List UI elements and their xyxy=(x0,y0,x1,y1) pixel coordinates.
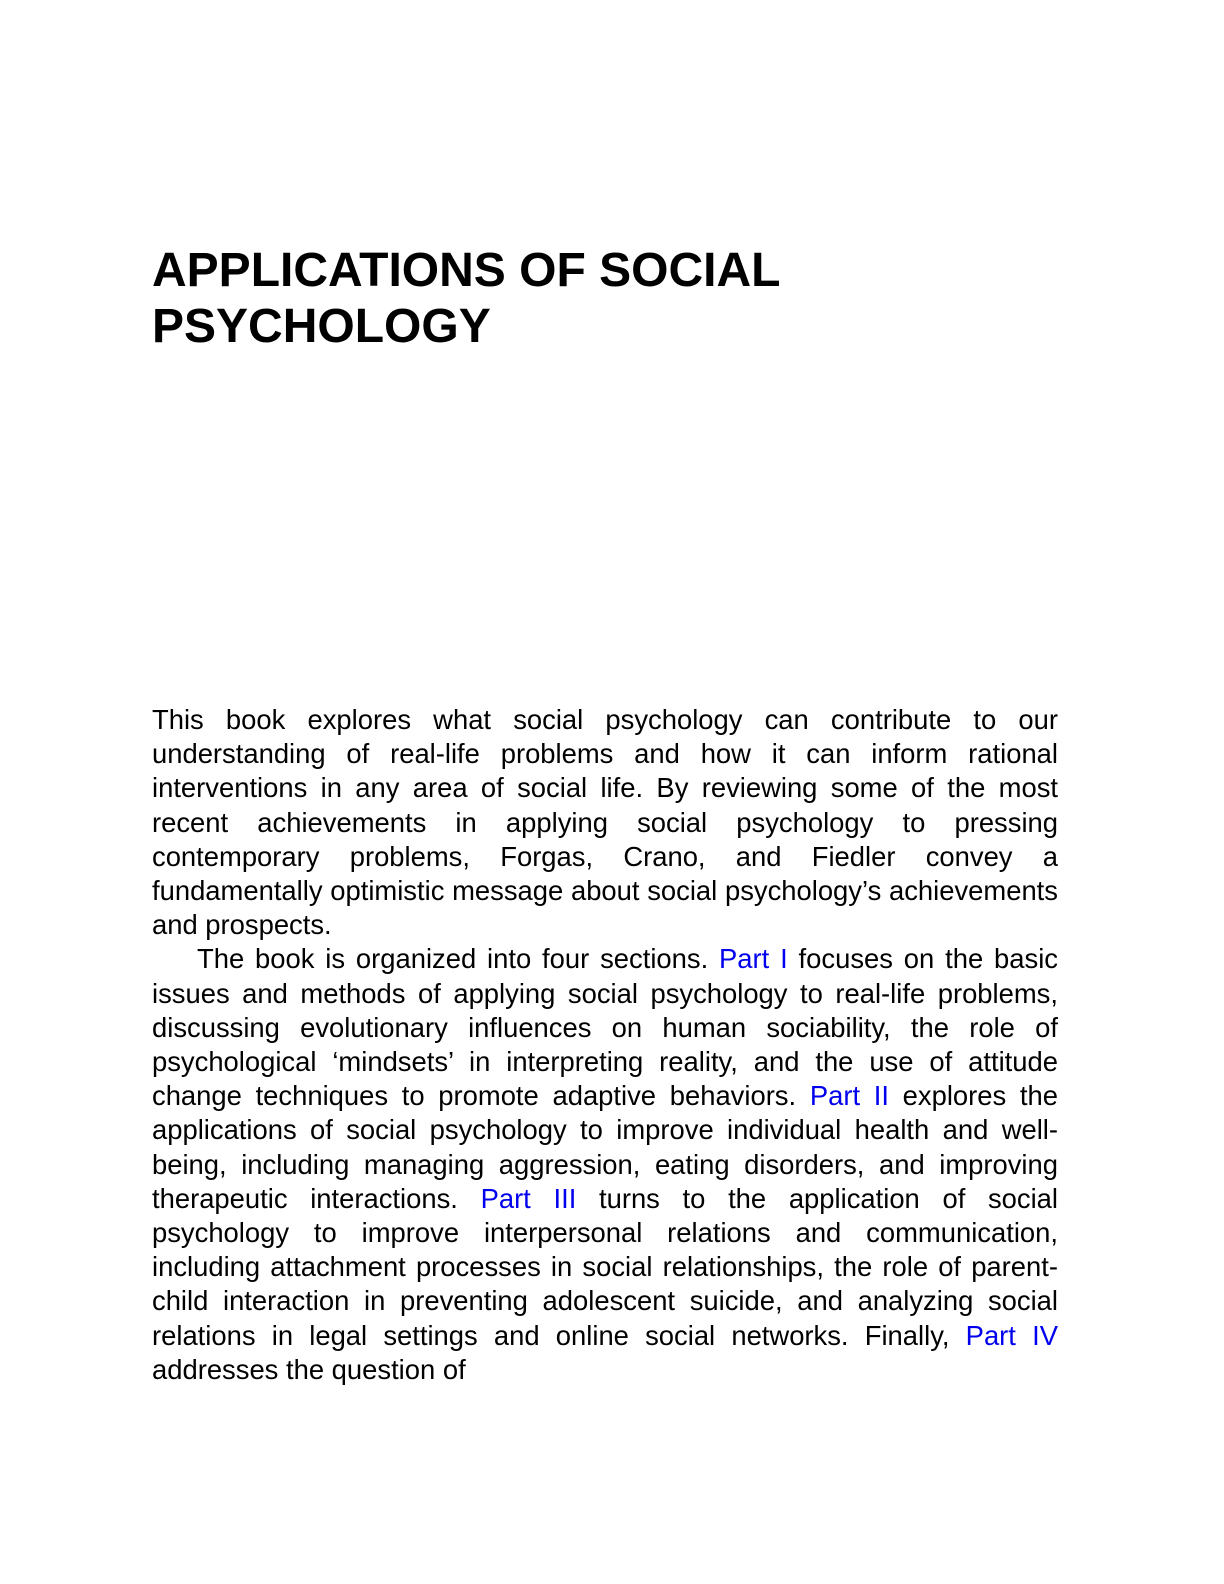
paragraph-2-text-4: turns to the application of social psychology to improve interpersonal relations and communication, including attachment processes in social relationships, the role of parent-child interaction in preventing adolescent suicide, and analyzing social relations in legal settings and online social networks. Finally, xyxy=(152,1182,1059,1351)
paragraph-2-text-3: explores the applications of social psychology to improve individual health and well-being, including managing aggression, eating disorders, and improving therapeutic interactions. xyxy=(152,1080,1058,1214)
description-paragraph-1: This book explores what social psychology can contribute to our understanding of real-life problems and how it can inform rational interventions in any area of social life. By reviewing some of the most recent achievements in applying social psychology to pressing contemporary problems, Forgas, Crano, and Fiedler convey a fundamentally optimistic message about social psychology’s achievements and prospects. xyxy=(152,704,1058,941)
part-4-link[interactable]: Part IV xyxy=(965,1319,1058,1351)
book-title xyxy=(152,243,1052,355)
part-1-link[interactable]: Part I xyxy=(719,943,788,975)
book-title-line-2: PSYCHOLOGY xyxy=(152,300,491,353)
part-2-link[interactable]: Part II xyxy=(809,1080,889,1112)
paragraph-2-text-2: focuses on the basic issues and methods of applying social psychology to real-life problems, discussing evolutionary influences on human sociability, the role of psychological ‘mindsets’ in interpreting reality, and the use of attitude change techniques to promote adaptive behaviors. xyxy=(152,943,1058,1112)
part-3-link[interactable]: Part III xyxy=(480,1182,577,1214)
book-description xyxy=(152,703,1058,1387)
paragraph-2-text-5: addresses the question of xyxy=(152,1353,466,1385)
description-paragraph-2 xyxy=(152,942,1058,1387)
paragraph-2-text-1: The book is organized into four sections. xyxy=(197,943,720,975)
book-title-line-1: APPLICATIONS OF SOCIAL xyxy=(152,244,781,297)
